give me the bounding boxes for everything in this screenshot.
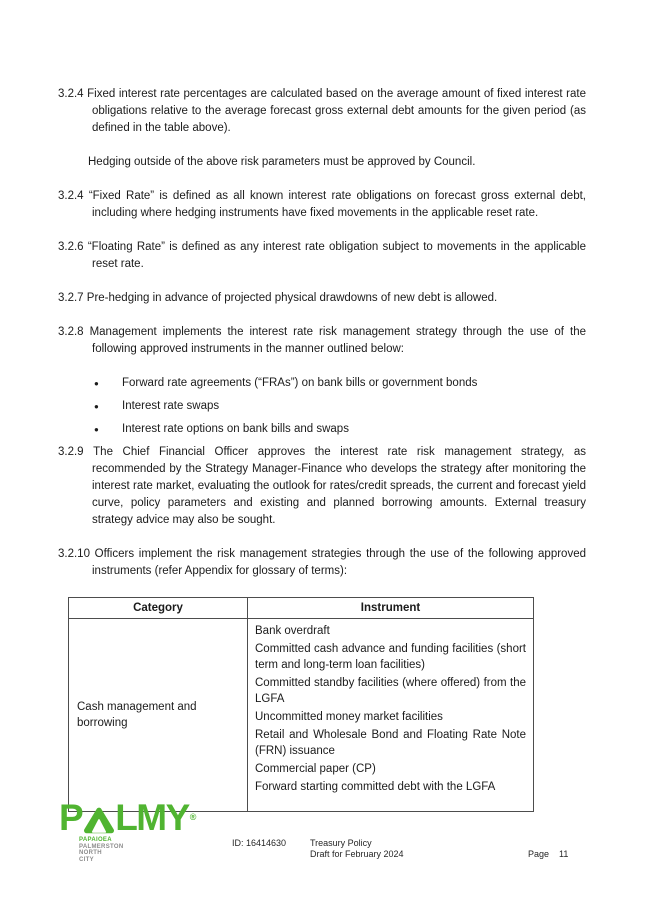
instrument-entry: Committed cash advance and funding facilities (short term and long-term loan facilities) — [255, 643, 526, 671]
palmy-a-chevron-icon — [84, 806, 114, 834]
footer-doc-title: Treasury Policy — [310, 838, 372, 848]
instrument-entry: Uncommitted money market facilities — [255, 711, 443, 723]
bullet-text: Interest rate swaps — [122, 400, 220, 412]
logo-subtext-north: NORTH — [79, 850, 102, 856]
logo-subtext-palmerston: PALMERSTON — [79, 843, 124, 850]
section-text: The Chief Financial Officer approves the interest rate risk management strategy, as recommended by the Strategy Manager-Finance who develops the strategy after monitoring the interest rate market, evaluating the outlook for rates/credit spreads, the current and forecast yield curve, policy parameters and existing and planned borrowing amounts. External treasury strategy advice may also be sought. — [92, 446, 586, 526]
section-number: 3.2.4 — [58, 88, 84, 100]
table-row — [69, 619, 534, 812]
registered-mark: ® — [189, 812, 197, 822]
bullet-icon: ● — [94, 379, 99, 388]
section-number: 3.2.4 — [58, 190, 84, 202]
approved-instruments-bullet-list — [58, 375, 586, 438]
footer-page-indicator — [528, 849, 568, 860]
hedging-note: Hedging outside of the above risk parameters must be approved by Council. — [88, 156, 476, 168]
footer-doc-subtitle: Draft for February 2024 — [310, 849, 404, 859]
section-number: 3.2.6 — [58, 241, 84, 253]
instrument-cell — [248, 619, 534, 812]
logo-subtext-papaioea: PAPAIOEA — [79, 837, 112, 843]
footer-page-number: 11 — [559, 849, 569, 859]
section-number: 3.2.8 — [58, 326, 84, 338]
section-text: “Fixed Rate” is defined as all known interest rate obligations on forecast gross external debt, including where hedging instruments have fixed movements in the applicable reset rate. — [88, 190, 586, 219]
para-3-2-7 — [58, 290, 586, 307]
bullet-icon: ● — [94, 402, 99, 411]
column-header-category: Category — [69, 598, 248, 619]
palmy-logo-subtext — [79, 837, 196, 863]
document-body — [58, 86, 586, 812]
para-3-2-10 — [58, 546, 586, 580]
palmy-wordmark — [59, 797, 197, 838]
instrument-entry: Committed standby facilities (where offered) from the LGFA — [255, 677, 526, 705]
section-text: “Floating Rate” is defined as any interest rate obligation subject to movements in the applicable reset rate. — [87, 241, 586, 270]
instrument-entry: Retail and Wholesale Bond and Floating Rate Note (FRN) issuance — [255, 729, 526, 757]
footer-doc-title-block — [310, 838, 404, 860]
list-item — [58, 375, 586, 392]
section-number: 3.2.7 — [58, 292, 84, 304]
footer-doc-id: ID: 16414630 — [232, 838, 287, 848]
section-number: 3.2.10 — [58, 548, 90, 560]
table-header-row — [69, 598, 534, 619]
para-3-2-8 — [58, 324, 586, 358]
wordmark-p: P — [59, 797, 83, 838]
section-text: Management implements the interest rate risk management strategy through the use of the following approved instruments in the manner outlined below: — [89, 326, 586, 355]
section-text: Fixed interest rate percentages are calculated based on the average amount of fixed interest rate obligations relative to the average forecast gross external debt amounts for the given period (as defined in the table above). — [87, 88, 586, 134]
section-number: 3.2.9 — [58, 446, 84, 458]
footer-page-label: Page — [528, 849, 550, 859]
bullet-text: Interest rate options on bank bills and swaps — [122, 423, 349, 435]
instrument-entry: Bank overdraft — [255, 625, 330, 637]
bullet-icon: ● — [94, 425, 99, 434]
palmy-logo — [59, 797, 197, 863]
para-3-2-6 — [58, 239, 586, 273]
column-header-instrument: Instrument — [248, 598, 534, 619]
section-text: Officers implement the risk management strategies through the use of the following approved instruments (refer Appendix for glossary of terms): — [92, 548, 586, 577]
approved-instruments-table — [68, 597, 534, 812]
list-item — [58, 398, 586, 415]
list-item — [58, 421, 586, 438]
section-text: Pre-hedging in advance of projected physical drawdowns of new debt is allowed. — [86, 292, 498, 304]
bullet-text: Forward rate agreements (“FRAs”) on bank bills or government bonds — [122, 377, 478, 389]
para-3-2-9 — [58, 444, 586, 529]
logo-subtext-city: CITY — [79, 856, 94, 863]
wordmark-lmy: LMY — [115, 797, 189, 838]
para-3-2-4-b — [58, 188, 586, 222]
category-cell: Cash management and borrowing — [69, 619, 248, 812]
instrument-entry: Forward starting committed debt with the LGFA — [255, 781, 496, 793]
para-3-2-4-a — [58, 86, 586, 137]
instrument-entry: Commercial paper (CP) — [255, 763, 376, 775]
